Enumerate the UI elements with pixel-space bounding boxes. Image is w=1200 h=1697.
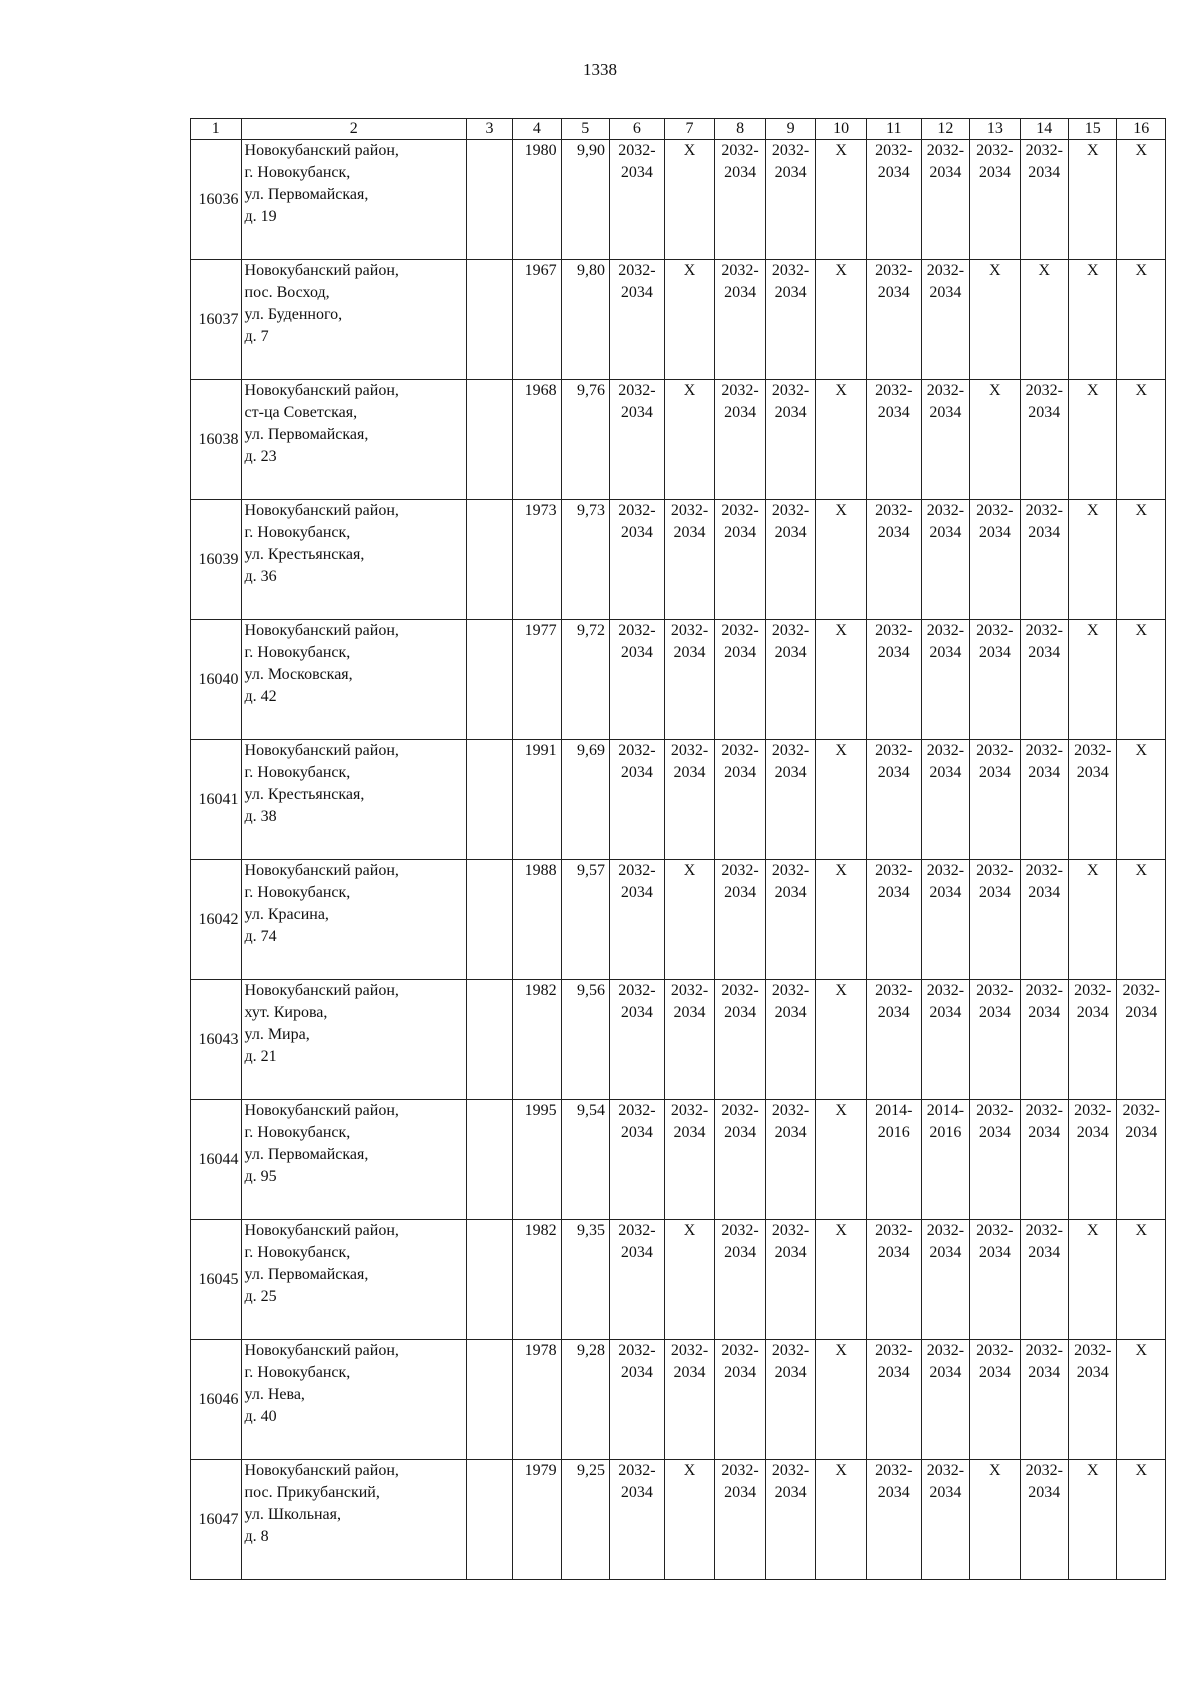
period-cell-col-13: 2032- 2034	[970, 860, 1021, 980]
address-line: ул. Первомайская,	[244, 1266, 369, 1283]
column-header-13: 13	[970, 119, 1021, 140]
address-line: д. 36	[244, 568, 277, 585]
period-cell-col-6: 2032- 2034	[610, 740, 665, 860]
period-cell-col-12: 2032- 2034	[921, 500, 969, 620]
period-cell-col-14: 2032- 2034	[1020, 1460, 1068, 1580]
period-cell-col-7: 2032- 2034	[664, 740, 715, 860]
period-cell-col-13: 2032- 2034	[970, 740, 1021, 860]
period-cell-col-8: 2032- 2034	[715, 860, 766, 980]
period-cell-col-10: X	[816, 260, 867, 380]
column-header-15: 15	[1069, 119, 1117, 140]
address-line: Новокубанский район,	[244, 982, 399, 999]
address-line: ул. Буденного,	[244, 306, 343, 323]
period-cell-col-11: 2032- 2034	[866, 260, 921, 380]
value-cell: 9,35	[561, 1220, 609, 1340]
period-cell-col-13: 2032- 2034	[970, 140, 1021, 260]
period-cell-col-10: X	[816, 380, 867, 500]
period-cell-col-7: 2032- 2034	[664, 1340, 715, 1460]
period-cell-col-11: 2032- 2034	[866, 860, 921, 980]
year-cell: 1988	[513, 860, 561, 980]
address-cell	[241, 380, 466, 500]
column-header-10: 10	[816, 119, 867, 140]
period-cell-col-13: 2032- 2034	[970, 1340, 1021, 1460]
address-line: Новокубанский район,	[244, 862, 399, 879]
period-cell-col-6: 2032- 2034	[610, 380, 665, 500]
column-header-8: 8	[715, 119, 766, 140]
value-cell: 9,72	[561, 620, 609, 740]
period-cell-col-7: X	[664, 1460, 715, 1580]
period-cell-col-10: X	[816, 860, 867, 980]
value-cell: 9,76	[561, 380, 609, 500]
period-cell-col-10: X	[816, 1220, 867, 1340]
period-cell-col-14: 2032- 2034	[1020, 620, 1068, 740]
period-cell-col-16: 2032- 2034	[1117, 980, 1166, 1100]
period-cell-col-9: 2032- 2034	[765, 1460, 816, 1580]
period-cell-col-15: X	[1069, 1460, 1117, 1580]
row-id: 16036	[191, 140, 242, 260]
row-id: 16046	[191, 1340, 242, 1460]
address-line: ул. Первомайская,	[244, 186, 369, 203]
period-cell-col-14: 2032- 2034	[1020, 140, 1068, 260]
period-cell-col-10: X	[816, 620, 867, 740]
address-line: пос. Прикубанский,	[244, 1484, 380, 1501]
address-cell	[241, 1460, 466, 1580]
period-cell-col-16: X	[1117, 1340, 1166, 1460]
period-cell-col-13: 2032- 2034	[970, 1100, 1021, 1220]
address-cell	[241, 860, 466, 980]
period-cell-col-7: X	[664, 860, 715, 980]
period-cell-col-10: X	[816, 140, 867, 260]
address-cell	[241, 1100, 466, 1220]
table-row	[191, 740, 1166, 860]
year-cell: 1982	[513, 980, 561, 1100]
period-cell-col-16: 2032- 2034	[1117, 1100, 1166, 1220]
period-cell-col-14: 2032- 2034	[1020, 740, 1068, 860]
address-line: г. Новокубанск,	[244, 764, 351, 781]
row-id: 16039	[191, 500, 242, 620]
year-cell: 1991	[513, 740, 561, 860]
address-line: ул. Первомайская,	[244, 1146, 369, 1163]
address-cell	[241, 980, 466, 1100]
value-cell: 9,80	[561, 260, 609, 380]
address-line: д. 7	[244, 328, 269, 345]
period-cell-col-10: X	[816, 1100, 867, 1220]
period-cell-col-12: 2032- 2034	[921, 1340, 969, 1460]
period-cell-col-8: 2032- 2034	[715, 260, 766, 380]
period-cell-col-15: X	[1069, 620, 1117, 740]
address-line: ул. Нева,	[244, 1386, 305, 1403]
period-cell-col-12: 2032- 2034	[921, 380, 969, 500]
period-cell-col-10: X	[816, 980, 867, 1100]
period-cell-col-15: 2032- 2034	[1069, 980, 1117, 1100]
address-line: ул. Красина,	[244, 906, 329, 923]
address-line: д. 95	[244, 1168, 277, 1185]
period-cell-col-6: 2032- 2034	[610, 140, 665, 260]
period-cell-col-12: 2032- 2034	[921, 260, 969, 380]
table-row	[191, 380, 1166, 500]
value-cell: 9,73	[561, 500, 609, 620]
column-3-cell	[466, 380, 512, 500]
period-cell-col-12: 2032- 2034	[921, 860, 969, 980]
column-3-cell	[466, 1100, 512, 1220]
address-line: Новокубанский район,	[244, 1462, 399, 1479]
period-cell-col-10: X	[816, 500, 867, 620]
period-cell-col-12: 2032- 2034	[921, 1220, 969, 1340]
column-header-14: 14	[1020, 119, 1068, 140]
address-line: хут. Кирова,	[244, 1004, 328, 1021]
period-cell-col-12: 2032- 2034	[921, 1460, 969, 1580]
table-row	[191, 1340, 1166, 1460]
column-3-cell	[466, 1460, 512, 1580]
value-cell: 9,28	[561, 1340, 609, 1460]
address-line: д. 38	[244, 808, 277, 825]
period-cell-col-6: 2032- 2034	[610, 860, 665, 980]
period-cell-col-8: 2032- 2034	[715, 1460, 766, 1580]
address-line: ул. Крестьянская,	[244, 546, 365, 563]
period-cell-col-6: 2032- 2034	[610, 1340, 665, 1460]
row-id: 16038	[191, 380, 242, 500]
period-cell-col-8: 2032- 2034	[715, 1100, 766, 1220]
period-cell-col-9: 2032- 2034	[765, 740, 816, 860]
period-cell-col-6: 2032- 2034	[610, 1460, 665, 1580]
address-cell	[241, 140, 466, 260]
column-3-cell	[466, 860, 512, 980]
table-row	[191, 1220, 1166, 1340]
period-cell-col-8: 2032- 2034	[715, 1220, 766, 1340]
address-line: г. Новокубанск,	[244, 524, 351, 541]
period-cell-col-11: 2032- 2034	[866, 620, 921, 740]
period-cell-col-7: 2032- 2034	[664, 620, 715, 740]
address-line: д. 42	[244, 688, 277, 705]
period-cell-col-8: 2032- 2034	[715, 740, 766, 860]
period-cell-col-11: 2032- 2034	[866, 140, 921, 260]
period-cell-col-16: X	[1117, 1460, 1166, 1580]
address-line: г. Новокубанск,	[244, 884, 351, 901]
period-cell-col-16: X	[1117, 620, 1166, 740]
period-cell-col-8: 2032- 2034	[715, 1340, 766, 1460]
table-row	[191, 860, 1166, 980]
column-3-cell	[466, 1220, 512, 1340]
header-row	[191, 119, 1166, 140]
column-header-2: 2	[241, 119, 466, 140]
row-id: 16047	[191, 1460, 242, 1580]
year-cell: 1995	[513, 1100, 561, 1220]
address-line: д. 19	[244, 208, 277, 225]
period-cell-col-14: 2032- 2034	[1020, 980, 1068, 1100]
period-cell-col-16: X	[1117, 740, 1166, 860]
address-line: пос. Восход,	[244, 284, 330, 301]
address-line: Новокубанский район,	[244, 382, 399, 399]
period-cell-col-7: 2032- 2034	[664, 1100, 715, 1220]
column-header-4: 4	[513, 119, 561, 140]
period-cell-col-7: X	[664, 1220, 715, 1340]
value-cell: 9,56	[561, 980, 609, 1100]
period-cell-col-13: 2032- 2034	[970, 620, 1021, 740]
period-cell-col-11: 2032- 2034	[866, 1340, 921, 1460]
row-id: 16045	[191, 1220, 242, 1340]
address-cell	[241, 1220, 466, 1340]
period-cell-col-11: 2032- 2034	[866, 1460, 921, 1580]
address-line: Новокубанский район,	[244, 142, 399, 159]
address-line: д. 21	[244, 1048, 277, 1065]
period-cell-col-8: 2032- 2034	[715, 140, 766, 260]
period-cell-col-11: 2032- 2034	[866, 1220, 921, 1340]
column-3-cell	[466, 980, 512, 1100]
period-cell-col-15: 2032- 2034	[1069, 740, 1117, 860]
period-cell-col-14: 2032- 2034	[1020, 500, 1068, 620]
address-line: ул. Мира,	[244, 1026, 310, 1043]
address-line: ст-ца Советская,	[244, 404, 358, 421]
period-cell-col-6: 2032- 2034	[610, 980, 665, 1100]
address-line: г. Новокубанск,	[244, 1364, 351, 1381]
period-cell-col-7: 2032- 2034	[664, 980, 715, 1100]
period-cell-col-7: X	[664, 140, 715, 260]
period-cell-col-8: 2032- 2034	[715, 500, 766, 620]
period-cell-col-6: 2032- 2034	[610, 1220, 665, 1340]
address-line: д. 40	[244, 1408, 277, 1425]
address-line: Новокубанский район,	[244, 1222, 399, 1239]
year-cell: 1982	[513, 1220, 561, 1340]
period-cell-col-9: 2032- 2034	[765, 380, 816, 500]
period-cell-col-14: 2032- 2034	[1020, 380, 1068, 500]
address-line: д. 8	[244, 1528, 269, 1545]
period-cell-col-12: 2032- 2034	[921, 980, 969, 1100]
year-cell: 1979	[513, 1460, 561, 1580]
period-cell-col-13: 2032- 2034	[970, 980, 1021, 1100]
value-cell: 9,90	[561, 140, 609, 260]
period-cell-col-10: X	[816, 1340, 867, 1460]
period-cell-col-7: 2032- 2034	[664, 500, 715, 620]
page-number: 1338	[583, 60, 617, 79]
table-row	[191, 140, 1166, 260]
period-cell-col-6: 2032- 2034	[610, 260, 665, 380]
period-cell-col-16: X	[1117, 380, 1166, 500]
period-cell-col-9: 2032- 2034	[765, 140, 816, 260]
table-row	[191, 260, 1166, 380]
period-cell-col-14: 2032- 2034	[1020, 1220, 1068, 1340]
period-cell-col-15: X	[1069, 140, 1117, 260]
address-line: Новокубанский район,	[244, 1342, 399, 1359]
period-cell-col-8: 2032- 2034	[715, 980, 766, 1100]
period-cell-col-7: X	[664, 380, 715, 500]
period-cell-col-12: 2014- 2016	[921, 1100, 969, 1220]
address-line: Новокубанский район,	[244, 1102, 399, 1119]
address-line: Новокубанский район,	[244, 502, 399, 519]
column-header-12: 12	[921, 119, 969, 140]
period-cell-col-9: 2032- 2034	[765, 980, 816, 1100]
year-cell: 1968	[513, 380, 561, 500]
table-row	[191, 620, 1166, 740]
column-header-1: 1	[191, 119, 242, 140]
row-id: 16041	[191, 740, 242, 860]
row-id: 16040	[191, 620, 242, 740]
column-header-16: 16	[1117, 119, 1166, 140]
period-cell-col-14: 2032- 2034	[1020, 1100, 1068, 1220]
address-line: г. Новокубанск,	[244, 644, 351, 661]
address-line: Новокубанский район,	[244, 622, 399, 639]
period-cell-col-14: X	[1020, 260, 1068, 380]
address-line: г. Новокубанск,	[244, 1124, 351, 1141]
register-table	[190, 118, 1166, 1580]
address-line: д. 23	[244, 448, 277, 465]
period-cell-col-16: X	[1117, 140, 1166, 260]
year-cell: 1980	[513, 140, 561, 260]
row-id: 16042	[191, 860, 242, 980]
address-cell	[241, 1340, 466, 1460]
column-header-3: 3	[466, 119, 512, 140]
table-body	[191, 119, 1166, 1580]
year-cell: 1973	[513, 500, 561, 620]
period-cell-col-13: X	[970, 260, 1021, 380]
address-line: Новокубанский район,	[244, 262, 399, 279]
period-cell-col-9: 2032- 2034	[765, 1220, 816, 1340]
period-cell-col-11: 2032- 2034	[866, 740, 921, 860]
value-cell: 9,54	[561, 1100, 609, 1220]
year-cell: 1967	[513, 260, 561, 380]
column-3-cell	[466, 740, 512, 860]
period-cell-col-16: X	[1117, 500, 1166, 620]
period-cell-col-11: 2032- 2034	[866, 500, 921, 620]
row-id: 16043	[191, 980, 242, 1100]
period-cell-col-15: X	[1069, 380, 1117, 500]
period-cell-col-14: 2032- 2034	[1020, 860, 1068, 980]
period-cell-col-15: X	[1069, 860, 1117, 980]
period-cell-col-16: X	[1117, 260, 1166, 380]
table-row	[191, 1460, 1166, 1580]
table-row	[191, 980, 1166, 1100]
value-cell: 9,25	[561, 1460, 609, 1580]
column-3-cell	[466, 140, 512, 260]
address-cell	[241, 620, 466, 740]
period-cell-col-15: 2032- 2034	[1069, 1100, 1117, 1220]
column-header-5: 5	[561, 119, 609, 140]
period-cell-col-15: 2032- 2034	[1069, 1340, 1117, 1460]
period-cell-col-9: 2032- 2034	[765, 1340, 816, 1460]
address-cell	[241, 260, 466, 380]
period-cell-col-14: 2032- 2034	[1020, 1340, 1068, 1460]
table-row	[191, 1100, 1166, 1220]
period-cell-col-16: X	[1117, 1220, 1166, 1340]
period-cell-col-9: 2032- 2034	[765, 860, 816, 980]
period-cell-col-9: 2032- 2034	[765, 500, 816, 620]
address-line: ул. Школьная,	[244, 1506, 342, 1523]
period-cell-col-13: 2032- 2034	[970, 1220, 1021, 1340]
year-cell: 1977	[513, 620, 561, 740]
column-3-cell	[466, 1340, 512, 1460]
column-header-6: 6	[610, 119, 665, 140]
period-cell-col-10: X	[816, 1460, 867, 1580]
address-line: ул. Крестьянская,	[244, 786, 365, 803]
address-line: г. Новокубанск,	[244, 164, 351, 181]
column-3-cell	[466, 500, 512, 620]
address-line: ул. Первомайская,	[244, 426, 369, 443]
period-cell-col-9: 2032- 2034	[765, 620, 816, 740]
address-line: ул. Московская,	[244, 666, 353, 683]
period-cell-col-11: 2032- 2034	[866, 380, 921, 500]
period-cell-col-8: 2032- 2034	[715, 380, 766, 500]
address-line: д. 74	[244, 928, 277, 945]
period-cell-col-13: 2032- 2034	[970, 500, 1021, 620]
period-cell-col-15: X	[1069, 500, 1117, 620]
period-cell-col-9: 2032- 2034	[765, 260, 816, 380]
period-cell-col-16: X	[1117, 860, 1166, 980]
address-line: Новокубанский район,	[244, 742, 399, 759]
column-3-cell	[466, 620, 512, 740]
period-cell-col-13: X	[970, 1460, 1021, 1580]
column-3-cell	[466, 260, 512, 380]
period-cell-col-11: 2014- 2016	[866, 1100, 921, 1220]
period-cell-col-12: 2032- 2034	[921, 140, 969, 260]
column-header-9: 9	[765, 119, 816, 140]
period-cell-col-11: 2032- 2034	[866, 980, 921, 1100]
table-row	[191, 500, 1166, 620]
row-id: 16044	[191, 1100, 242, 1220]
address-line: г. Новокубанск,	[244, 1244, 351, 1261]
value-cell: 9,69	[561, 740, 609, 860]
period-cell-col-15: X	[1069, 1220, 1117, 1340]
period-cell-col-6: 2032- 2034	[610, 1100, 665, 1220]
period-cell-col-7: X	[664, 260, 715, 380]
period-cell-col-13: X	[970, 380, 1021, 500]
address-line: д. 25	[244, 1288, 277, 1305]
period-cell-col-9: 2032- 2034	[765, 1100, 816, 1220]
address-cell	[241, 500, 466, 620]
address-cell	[241, 740, 466, 860]
column-header-7: 7	[664, 119, 715, 140]
period-cell-col-10: X	[816, 740, 867, 860]
column-header-11: 11	[866, 119, 921, 140]
period-cell-col-8: 2032- 2034	[715, 620, 766, 740]
period-cell-col-15: X	[1069, 260, 1117, 380]
row-id: 16037	[191, 260, 242, 380]
value-cell: 9,57	[561, 860, 609, 980]
period-cell-col-12: 2032- 2034	[921, 620, 969, 740]
year-cell: 1978	[513, 1340, 561, 1460]
period-cell-col-6: 2032- 2034	[610, 620, 665, 740]
period-cell-col-12: 2032- 2034	[921, 740, 969, 860]
period-cell-col-6: 2032- 2034	[610, 500, 665, 620]
